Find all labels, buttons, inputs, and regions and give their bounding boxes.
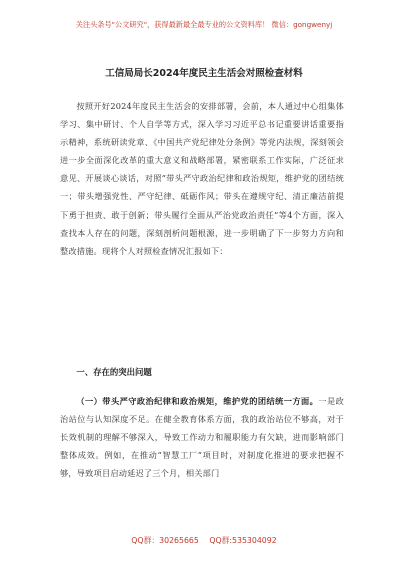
subsection-paragraph (60, 392, 344, 482)
footer-qq-group-2: QQ群:535304092 (209, 536, 277, 545)
footer-contact (0, 535, 408, 546)
footer-qq-group-1: QQ群：30265665 (131, 536, 199, 545)
header-banner: 关注头条号"公文研究"，获得最新最全最专业的公文资料库！ 微信：gongwenyj (75, 20, 333, 29)
subsection-lead: （一）带头严守政治纪律和政治规矩，维护党的团结统一方面。 (76, 396, 319, 406)
section-heading: 一、存在的突出问题 (76, 367, 152, 377)
subsection-body: 一是政治站位与认知深度不足。在健全教育体系方面，我的政治站位不够高，对于长效机制的理解不够深入，导致工作动力和履职能力有欠缺，进而影响部门整体成效。例如，在推动“智慧工厂”项目时，对制度化推进的要求把握不够，导致项目启动延迟了三个月，相关部门 (60, 396, 344, 479)
document-title: 工信局局长2024年度民主生活会对照检查材料 (105, 68, 303, 79)
intro-paragraph: 按照开好2024年度民主生活会的安排部署，会前，本人通过中心组集体学习、集中研讨、个人自学等方式，深入学习习近平总书记重要讲话重要指示精神，系统研读党章、《中国共产党纪律处分条例》等党内法规，深刻领会进一步全面深化改革的重大意义和战略部署，紧密联系工作实际，广泛征求意见、开展谈心谈话，对照“带头严守政治纪律和政治规矩，维护党的团结统一；带头增强党性、严守纪律、砥砺作风；带头在遵规守纪、清正廉洁前提下勇于担责、敢于创新；带头履行全面从严治党政治责任”等4个方面，深入查找本人存在的问题，深刻剖析问题根源，进一步明确了下一步努力方向和整改措施。现将个人对照检查情况汇报如下： (60, 101, 344, 256)
